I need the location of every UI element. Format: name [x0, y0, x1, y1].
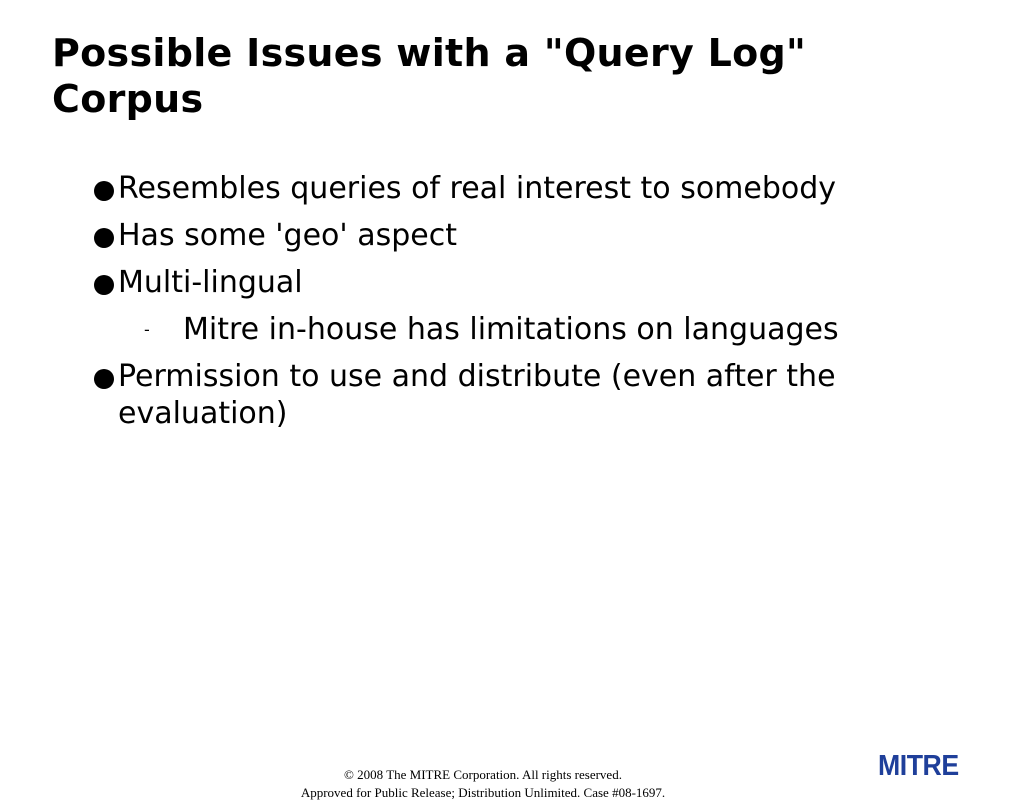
footer-release-notice: Approved for Public Release; Distribution Unlimited. Case #08-1697. [300, 785, 666, 800]
bullet-text: Has some 'geo' aspect [118, 218, 457, 253]
slide-title-line-1: Possible Issues with a "Query Log" [52, 31, 807, 75]
bullet-dot-icon [94, 181, 114, 201]
bullet-text: Permission to use and distribute (even after the evaluation) [118, 359, 836, 431]
dash-icon: - [144, 320, 150, 339]
sub-bullet-text: Mitre in-house has limitations on languages [183, 312, 839, 347]
bullet-dot-icon [94, 228, 114, 248]
bullet-item [94, 170, 974, 207]
sub-bullet-item [94, 311, 974, 348]
bullet-text: Multi-lingual [118, 265, 303, 300]
bullet-list [94, 170, 974, 442]
slide-title [52, 30, 952, 122]
footer-copyright: © 2008 The MITRE Corporation. All rights reserved. [344, 767, 622, 782]
footer [250, 766, 716, 802]
bullet-dot-icon [94, 275, 114, 295]
bullet-item [94, 264, 974, 301]
bullet-item [94, 358, 974, 432]
slide-title-line-2: Corpus [52, 77, 204, 121]
mitre-logo: MITRE [878, 750, 959, 782]
bullet-text: Resembles queries of real interest to somebody [118, 171, 837, 206]
bullet-dot-icon [94, 369, 114, 389]
bullet-item [94, 217, 974, 254]
